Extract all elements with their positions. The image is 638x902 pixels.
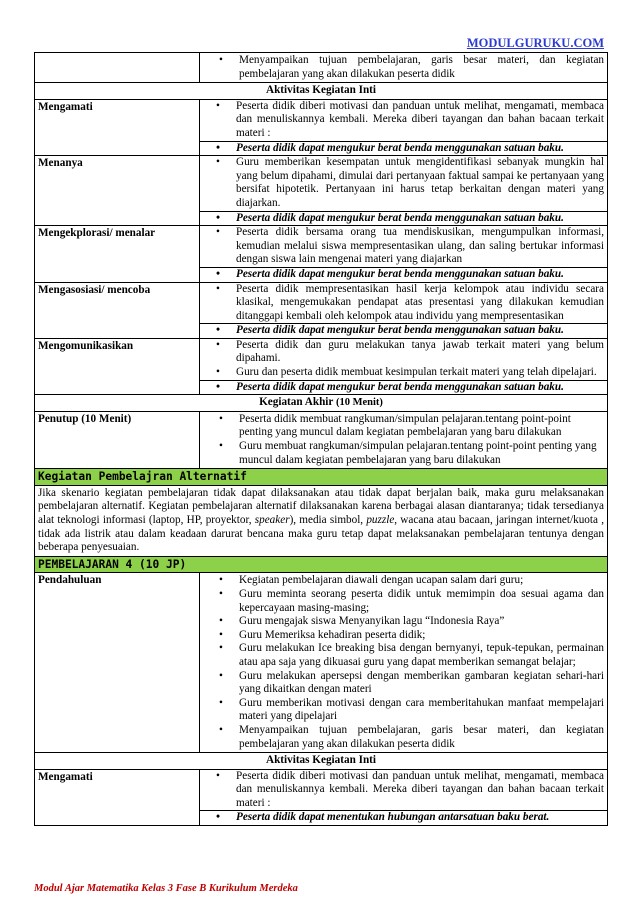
- table-row: [35, 226, 608, 282]
- row-label-penutup: Penutup (10 Menit): [35, 411, 200, 468]
- list-item: • Kegiatan pembelajaran diawali dengan ucapan salam dari guru;: [239, 574, 604, 588]
- list-item: • Menyampaikan tujuan pembelajaran, garis besar materi, dan kegiatan pembelajaran yang akan dilakukan peserta didik: [239, 724, 604, 751]
- table-row: [35, 769, 608, 825]
- list-item: • Peserta didik dan guru melakukan tanya jawab terkait materi yang belum dipahami.: [236, 339, 604, 366]
- row-label-mengamati: Mengamati: [35, 99, 200, 155]
- focus-item: • Peserta didik dapat mengukur berat benda menggunakan satuan baku.: [236, 324, 604, 338]
- site-link[interactable]: MODULGURUKU.COM: [466, 36, 604, 50]
- list-item: • Guru melakukan apersepsi dengan memberikan gambaran kegiatan sehari-hari yang dikaitkan dengan materi: [239, 670, 604, 697]
- footer-text: Modul Ajar Matematika Kelas 3 Fase B Kurikulum Merdeka: [34, 883, 298, 894]
- focus-item: • Peserta didik dapat mengukur berat benda menggunakan satuan baku.: [236, 268, 604, 282]
- list-item: • Guru Memeriksa kehadiran peserta didik;: [239, 629, 604, 643]
- section-title-akhir: [35, 395, 608, 412]
- section-title-alternatif: Kegiatan Pembelajran Alternatif: [35, 469, 608, 486]
- list-item: • Guru dan peserta didik membuat kesimpulan terkait materi yang telah dipelajari.: [236, 366, 604, 380]
- list-item: • Guru mengajak siswa Menyanyikan lagu “Indonesia Raya”: [239, 615, 604, 629]
- row-label-pendahuluan: Pendahuluan: [35, 573, 200, 753]
- lesson-table: [34, 52, 608, 826]
- list-item: • Guru memberikan kesempatan untuk mengidentifikasi sebanyak mungkin hal yang belum dipahami, dimulai dari pertanyaan faktual sampai ke pertanyaan yang bersifat hipotetik. Pertanyaan ini harus tetap berkaitan dengan materi yang diajarkan.: [236, 156, 604, 210]
- list-item: • Peserta didik diberi motivasi dan panduan untuk melihat, mengamati, membaca dan menuliskannya kembali. Mereka diberi tayangan dan bahan bacaan terkait materi :: [236, 770, 604, 811]
- section-title-inti: Aktivitas Kegiatan Inti: [35, 83, 608, 100]
- focus-item: • Peserta didik dapat mengukur berat benda menggunakan satuan baku.: [236, 381, 604, 395]
- focus-item: • Peserta didik dapat mengukur berat benda menggunakan satuan baku.: [236, 212, 604, 226]
- list-item: • Guru meminta seorang peserta didik untuk memimpin doa sesuai agama dan kepercayaan masing-masing;: [239, 588, 604, 615]
- list-item: • Peserta didik mempresentasikan hasil kerja kelompok atau individu secara klasikal, mengemukakan pendapat atas presentasi yang dilakukan kemudian ditanggapi kembali oleh kelompok atau individu yang mempresentasikan: [236, 283, 604, 324]
- table-row: [35, 282, 608, 338]
- table-row: [35, 573, 608, 753]
- list-item: • Guru memberikan motivasi dengan cara memberitahukan manfaat mempelajari materi yang dipelajari: [239, 697, 604, 724]
- list-item: • Peserta didik membuat rangkuman/simpulan pelajaran.tentang point-point penting yang muncul dalam kegiatan pembelajaran yang baru dilakukan: [239, 413, 604, 440]
- focus-item: • Peserta didik dapat mengukur berat benda menggunakan satuan baku.: [236, 142, 604, 156]
- section-title-inti-2: Aktivitas Kegiatan Inti: [35, 753, 608, 770]
- row-label-mengasosiasi: Mengasosiasi/ mencoba: [35, 282, 200, 338]
- table-row: [35, 156, 608, 226]
- list-item: • Guru membuat rangkuman/simpulan pelajaran.tentang point-point penting yang muncul dalam kegiatan pembelajaran yang baru dilakukan: [239, 440, 604, 467]
- list-item: • Menyampaikan tujuan pembelajaran, garis besar materi, dan kegiatan pembelajaran yang akan dilakukan peserta didik: [239, 54, 604, 81]
- row-label-mengamati-2: Mengamati: [35, 769, 200, 825]
- focus-item: • Peserta didik dapat menentukan hubungan antarsatuan baku berat.: [236, 811, 604, 825]
- table-row: [35, 99, 608, 155]
- row-content: [200, 53, 608, 83]
- section-title-pembelajaran4: PEMBELAJARAN 4 (10 JP): [35, 556, 608, 573]
- list-item: • Peserta didik diberi motivasi dan panduan untuk melihat, mengamati, membaca dan menuliskannya kembali. Mereka diberi tayangan dan bahan bacaan terkait materi :: [236, 100, 604, 141]
- alternatif-paragraph: Jika skenario kegiatan pembelajaran tidak dapat dilaksanakan atau tidak dapat berjalan baik, maka guru melaksanakan pembelajaran alternatif. Kegiatan pembelajaran alternatif dilaksanakan karena berbagai alasan diantaranya; tidak tersedianya alat teknologi informasi (laptop, HP, proyektor, speaker), media simbol, puzzle, wacana atau bacaan, jaringan internet/kuota , tidak ada listrik atau dalam keadaan darurat bencana maka guru tetap dapat melaksanakan pembelajaran tentunya dengan beberapa penyesuaian.: [35, 485, 608, 556]
- row-label-empty: [35, 53, 200, 83]
- row-label-mengeksplorasi: Mengekplorasi/ menalar: [35, 226, 200, 282]
- row-label-mengomunikasikan: Mengomunikasikan: [35, 338, 200, 394]
- row-label-menanya: Menanya: [35, 156, 200, 226]
- table-row: [35, 338, 608, 394]
- list-item: • Guru melakukan Ice breaking bisa dengan bernyanyi, tepuk-tepukan, permainan atau apa saja yang dikuasai guru yang dapat memberikan semangat belajar;: [239, 642, 604, 669]
- table-row: [35, 53, 608, 83]
- list-item: • Peserta didik bersama orang tua mendiskusikan, mengumpulkan informasi, kemudian melalui siswa mempresentasikan ulang, dan saling bertukar informasi dengan siswa lain mengenai materi yang diajarkan: [236, 226, 604, 267]
- table-row: [35, 411, 608, 468]
- akhir-title: Kegiatan Akhir: [259, 396, 334, 409]
- akhir-duration: (10 Menit): [335, 397, 383, 409]
